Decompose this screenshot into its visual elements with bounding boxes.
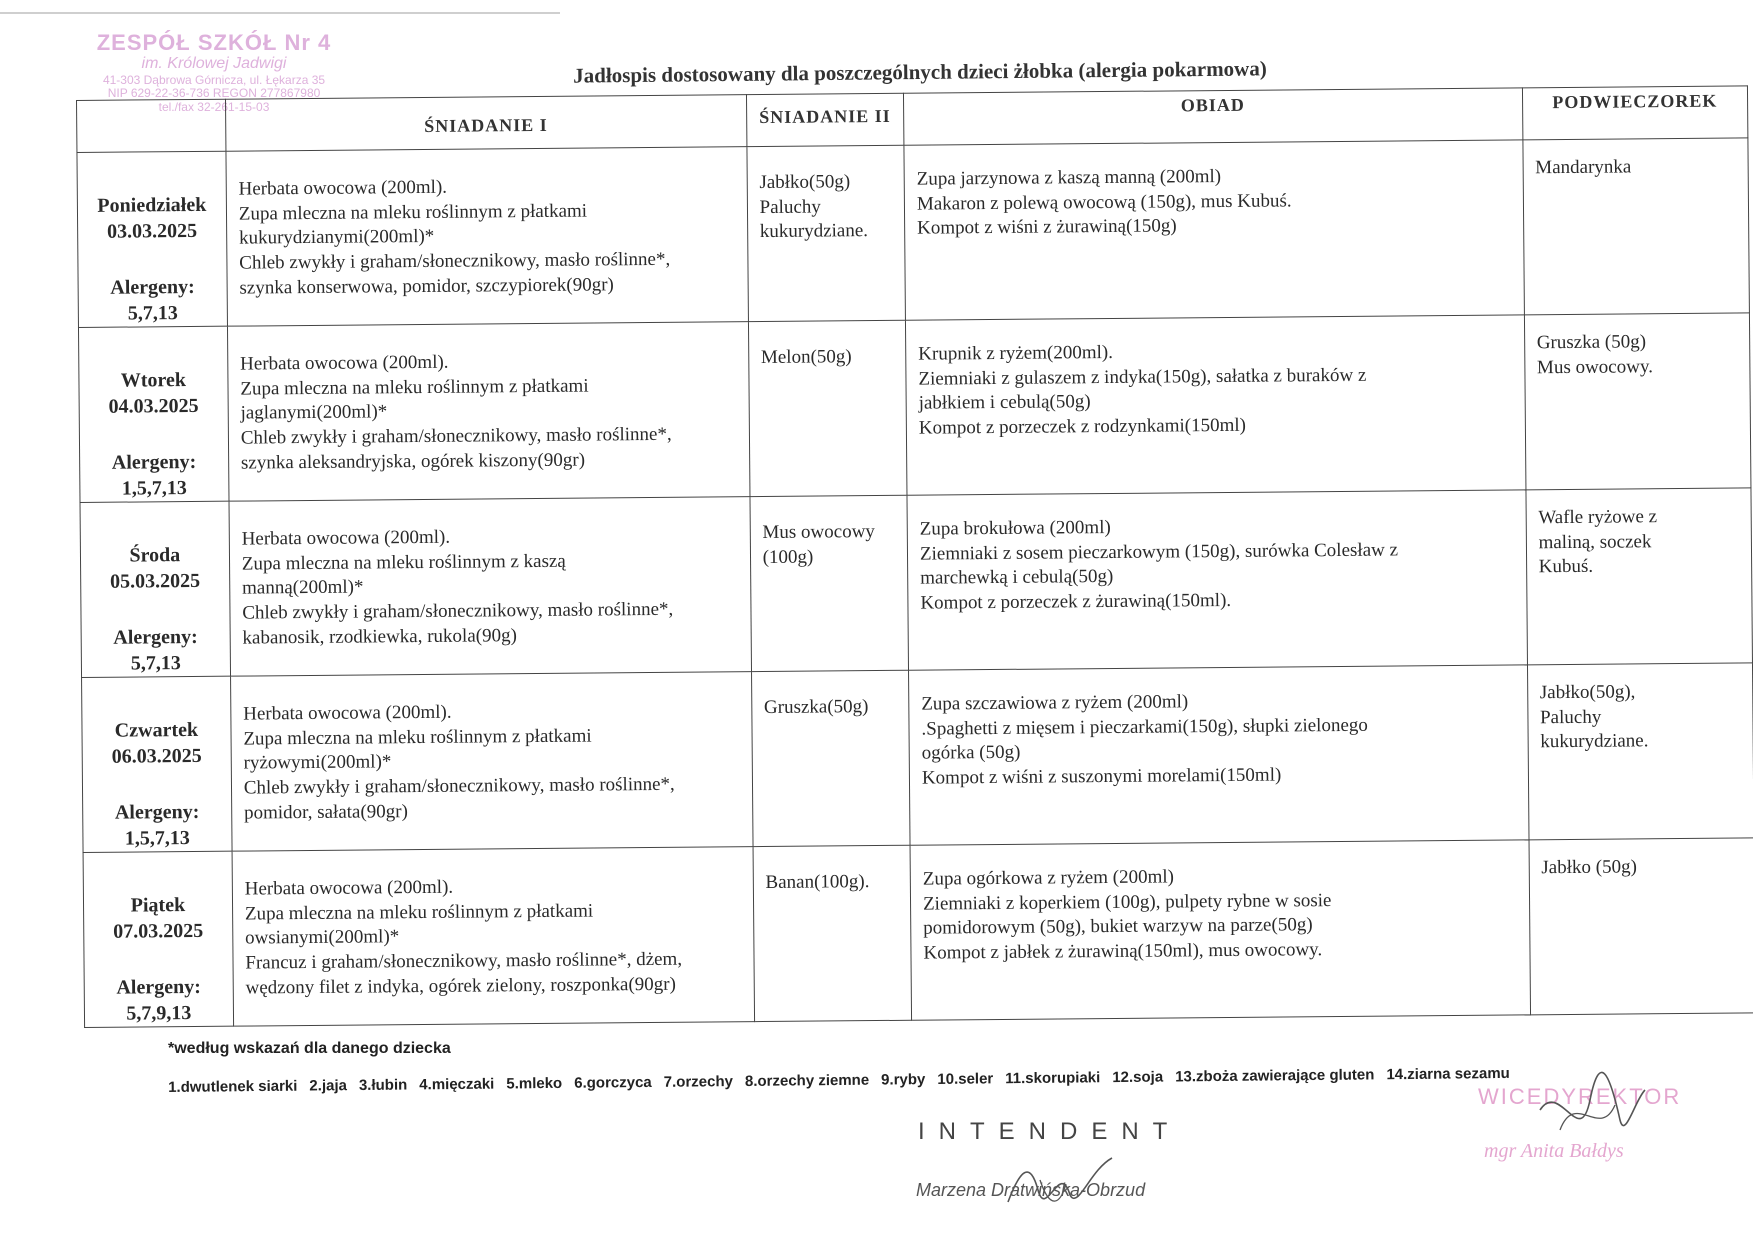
top-edge-rule bbox=[0, 12, 560, 14]
menu-text-line: Paluchy bbox=[759, 196, 821, 218]
vice-director-name: mgr Anita Bałdys bbox=[1484, 1140, 1624, 1162]
header-breakfast-1: ŚNIADANIE I bbox=[225, 95, 746, 152]
allergen-legend-item: 12.soja bbox=[1112, 1068, 1164, 1087]
menu-text-line: Ziemniaki z koperkiem (100g), pulpety rybne w sosie bbox=[922, 889, 1332, 915]
menu-text-line: Mandarynka bbox=[1535, 156, 1632, 179]
breakfast-1-cell bbox=[232, 847, 754, 1027]
breakfast-2-cell bbox=[753, 845, 912, 1021]
breakfast-2-cell bbox=[747, 145, 906, 321]
table-row bbox=[77, 138, 1749, 328]
menu-text-line: pomidorowym (50g), bukiet warzyw na parze(50g) bbox=[923, 914, 1313, 940]
menu-text-line: Banan(100g). bbox=[765, 871, 870, 894]
vice-director-signature-icon bbox=[1530, 1070, 1650, 1160]
menu-text-line: Chleb zwykły i graham/słonecznikowy, masło roślinne*, bbox=[239, 248, 671, 274]
day-name: Poniedziałek bbox=[97, 193, 207, 217]
breakfast-2-cell bbox=[751, 670, 910, 846]
menu-text-line: Ziemniaki z sosem pieczarkowym (150g), surówka Colesław z bbox=[919, 539, 1399, 565]
stamp-line: ZESPÓŁ SZKÓŁ Nr 4 bbox=[96, 30, 332, 55]
allergen-legend-item: 11.skorupiaki bbox=[1005, 1069, 1101, 1088]
snack-cell bbox=[1527, 663, 1753, 840]
menu-text-line: Zupa mleczna na mleku roślinnym z płatkami bbox=[240, 375, 589, 400]
intendent-name: Marzena Dratwińska-Obrzud bbox=[916, 1180, 1146, 1200]
day-date: 06.03.2025 bbox=[111, 744, 202, 768]
menu-text-line: Zupa brokułowa (200ml) bbox=[919, 516, 1111, 540]
menu-text-line: ogórka (50g) bbox=[921, 742, 1021, 765]
document-title: Jadłospis dostosowany dla poszczególnych dzieci żłobka (alergia pokarmowa) bbox=[573, 56, 1267, 88]
menu-text-line: kabanosik, rzodkiewka, rukola(90g) bbox=[242, 624, 517, 649]
menu-text-line: Gruszka (50g) bbox=[1536, 331, 1647, 354]
menu-text-line: szynka konserwowa, pomidor, szczypiorek(90gr) bbox=[239, 274, 614, 299]
menu-text-line: kukurydziane. bbox=[1540, 730, 1649, 753]
day-date: 07.03.2025 bbox=[113, 919, 204, 943]
menu-text-line: ryżowymi(200ml)* bbox=[243, 751, 392, 774]
day-name: Piątek bbox=[130, 894, 186, 917]
allergen-legend-item: 7.orzechy bbox=[663, 1073, 734, 1091]
menu-text-line: Kompot z porzeczek z żurawiną(150ml). bbox=[920, 590, 1232, 614]
stamp-line: im. Królowej Jadwigi bbox=[141, 55, 287, 73]
menu-text-line: Jabłko(50g), bbox=[1539, 681, 1636, 704]
allergens-label: Alergeny: bbox=[111, 450, 197, 474]
snack-cell bbox=[1523, 138, 1750, 315]
breakfast-2-cell bbox=[750, 495, 909, 671]
allergens-label: Alergeny: bbox=[113, 625, 198, 649]
table-row bbox=[78, 313, 1750, 503]
menu-text-line: Paluchy bbox=[1539, 706, 1602, 728]
header-lunch: OBIAD bbox=[903, 88, 1522, 145]
header-snack: PODWIECZOREK bbox=[1522, 86, 1748, 140]
breakfast-1-cell bbox=[229, 497, 751, 677]
lunch-cell bbox=[907, 490, 1527, 670]
menu-text-line: (100g) bbox=[762, 546, 814, 568]
menu-text-line: Gruszka(50g) bbox=[763, 696, 869, 719]
lunch-cell bbox=[908, 665, 1528, 845]
menu-text-line: Jabłko (50g) bbox=[1541, 856, 1637, 879]
day-name: Środa bbox=[129, 544, 181, 567]
table-row bbox=[80, 488, 1752, 678]
allergen-legend-item: 2.jaja bbox=[309, 1077, 348, 1095]
menu-text-line: Zupa mleczna na mleku roślinnym z płatkami bbox=[243, 725, 592, 750]
menu-text-line: Mus owocowy bbox=[762, 521, 875, 544]
day-date: 04.03.2025 bbox=[108, 394, 199, 418]
footnote: *według wskazań dla danego dziecka bbox=[168, 1040, 451, 1057]
menu-table bbox=[76, 85, 1753, 1028]
menu-text-line: Chleb zwykły i graham/słonecznikowy, masło roślinne*, bbox=[242, 598, 674, 624]
day-date: 05.03.2025 bbox=[110, 569, 201, 593]
day-cell bbox=[77, 151, 227, 327]
menu-text-line: wędzony filet z indyka, ogórek zielony, roszponka(90gr) bbox=[245, 973, 677, 999]
allergens-codes: 5,7,13 bbox=[130, 652, 181, 675]
menu-text-line: Herbata owocowa (200ml). bbox=[244, 876, 454, 900]
menu-text-line: Zupa mleczna na mleku roślinnym z płatkami bbox=[244, 900, 594, 925]
intendent-signature-icon bbox=[1000, 1150, 1120, 1220]
table-row bbox=[82, 663, 1753, 853]
day-name: Wtorek bbox=[120, 369, 187, 392]
menu-text-line: Zupa jarzynowa z kaszą manną (200ml) bbox=[916, 166, 1222, 190]
menu-text-line: pomidor, sałata(90gr) bbox=[243, 800, 408, 824]
lunch-cell bbox=[905, 315, 1525, 495]
allergen-legend-item: 6.gorczyca bbox=[574, 1073, 652, 1092]
menu-text-line: Jabłko(50g) bbox=[759, 171, 851, 194]
menu-text-line: Herbata owocowa (200ml). bbox=[240, 351, 449, 375]
table-row bbox=[83, 838, 1753, 1028]
day-cell bbox=[83, 851, 233, 1027]
day-name: Czwartek bbox=[114, 718, 199, 742]
menu-text-line: Melon(50g) bbox=[760, 346, 852, 369]
stamp-line: tel./fax 32-261-15-03 bbox=[158, 100, 270, 115]
menu-text-line: Kompot z jabłek z żurawiną(150ml), mus owocowy. bbox=[923, 939, 1323, 964]
breakfast-1-cell bbox=[226, 147, 748, 327]
allergen-legend-item: 3.łubin bbox=[358, 1076, 408, 1095]
allergen-legend-item: 1.dwutlenek siarki bbox=[168, 1077, 298, 1096]
menu-text-line: Zupa mleczna na mleku roślinnym z kaszą bbox=[241, 550, 566, 575]
allergens-label: Alergeny: bbox=[110, 275, 195, 299]
lunch-cell bbox=[904, 140, 1524, 320]
menu-text-line: jaglanymi(200ml)* bbox=[240, 401, 388, 424]
allergens-label: Alergeny: bbox=[116, 975, 201, 999]
allergens-codes: 1,5,7,13 bbox=[121, 477, 187, 500]
breakfast-1-cell bbox=[230, 672, 752, 852]
menu-text-line: Ziemniaki z gulaszem z indyka(150g), sałatka z buraków z bbox=[918, 364, 1367, 390]
intendent-title: INTENDENT bbox=[918, 1118, 1182, 1145]
allergens-codes: 1,5,7,13 bbox=[124, 827, 190, 850]
stamp-line: NIP 629-22-36-736 REGON 277867980 bbox=[107, 86, 321, 101]
header-breakfast-2-label: ŚNIADANIE II bbox=[759, 105, 891, 128]
lunch-cell bbox=[910, 840, 1530, 1020]
allergens-label: Alergeny: bbox=[114, 800, 200, 824]
menu-text-line: Herbata owocowa (200ml). bbox=[238, 176, 448, 200]
day-cell bbox=[78, 326, 228, 502]
menu-text-line: Mus owocowy. bbox=[1536, 355, 1654, 378]
menu-text-line: .Spaghetti z mięsem i pieczarkami(150g), słupki zielonego bbox=[921, 714, 1368, 740]
menu-text-line: kukurydziane. bbox=[759, 220, 869, 243]
header-day bbox=[77, 99, 226, 152]
menu-text-line: marchewką i cebulą(50g) bbox=[920, 566, 1114, 590]
header-breakfast-2 bbox=[746, 93, 904, 146]
menu-text-line: Wafle ryżowe z bbox=[1538, 506, 1658, 529]
menu-text-line: manną(200ml)* bbox=[241, 576, 364, 599]
menu-text-line: Chleb zwykły i graham/słonecznikowy, masło roślinne*, bbox=[243, 773, 675, 799]
allergen-legend-item: 4.mięczaki bbox=[419, 1075, 495, 1094]
menu-body bbox=[77, 138, 1753, 1028]
allergens-codes: 5,7,9,13 bbox=[126, 1002, 192, 1025]
day-cell bbox=[80, 501, 230, 677]
menu-text-line: Makaron z polewą owocową (150g), mus Kubuś. bbox=[916, 190, 1292, 215]
menu-text-line: Zupa szczawiowa z ryżem (200ml) bbox=[921, 691, 1189, 715]
breakfast-1-cell bbox=[227, 322, 749, 502]
menu-text-line: Zupa mleczna na mleku roślinnym z płatkami bbox=[238, 200, 588, 225]
menu-text-line: maliną, soczek bbox=[1538, 530, 1652, 553]
snack-cell bbox=[1526, 488, 1753, 665]
allergen-legend-item: 10.seler bbox=[937, 1070, 994, 1088]
menu-text-line: Kompot z wiśni z suszonymi morelami(150ml) bbox=[921, 764, 1282, 789]
menu-text-line: Zupa ogórkowa z ryżem (200ml) bbox=[922, 866, 1175, 890]
menu-text-line: Kompot z porzeczek z rodzynkami(150ml) bbox=[918, 414, 1247, 439]
allergen-legend-item: 14.ziarna sezamu bbox=[1386, 1064, 1510, 1084]
menu-text-line: owsianymi(200ml)* bbox=[245, 926, 400, 949]
allergen-legend-item: 13.zboża zawierające gluten bbox=[1175, 1066, 1375, 1086]
menu-text-line: Kubuś. bbox=[1538, 556, 1594, 578]
menu-text-line: Herbata owocowa (200ml). bbox=[241, 526, 451, 550]
allergen-legend-item: 5.mleko bbox=[506, 1074, 563, 1093]
menu-text-line: Kompot z wiśni z żurawiną(150g) bbox=[917, 215, 1177, 240]
menu-text-line: kukurydzianymi(200ml)* bbox=[238, 226, 435, 249]
menu-text-line: Krupnik z ryżem(200ml). bbox=[918, 341, 1114, 365]
allergen-legend bbox=[168, 1057, 1588, 1103]
breakfast-2-cell bbox=[748, 320, 907, 496]
allergen-legend-item: 8.orzechy ziemne bbox=[744, 1071, 870, 1090]
allergen-legend-item: 9.ryby bbox=[881, 1071, 926, 1089]
allergens-codes: 5,7,13 bbox=[127, 302, 178, 325]
snack-cell bbox=[1524, 313, 1751, 490]
menu-text-line: Herbata owocowa (200ml). bbox=[243, 701, 452, 725]
snack-cell bbox=[1529, 838, 1753, 1015]
menu-text-line: jabłkiem i cebulą(50g) bbox=[918, 391, 1091, 415]
day-cell bbox=[82, 676, 232, 852]
vice-director-title: WICEDYREKTOR bbox=[1478, 1084, 1682, 1109]
stamp-line: 41-303 Dąbrowa Górnicza, ul. Łękarza 35 bbox=[102, 72, 326, 87]
day-date: 03.03.2025 bbox=[106, 219, 198, 243]
menu-text-line: Chleb zwykły i graham/słonecznikowy, masło roślinne*, bbox=[240, 423, 672, 449]
menu-text-line: szynka aleksandryjska, ogórek kiszony(90gr) bbox=[240, 449, 586, 474]
menu-text-line: Francuz i graham/słonecznikowy, masło roślinne*, dżem, bbox=[245, 948, 683, 974]
